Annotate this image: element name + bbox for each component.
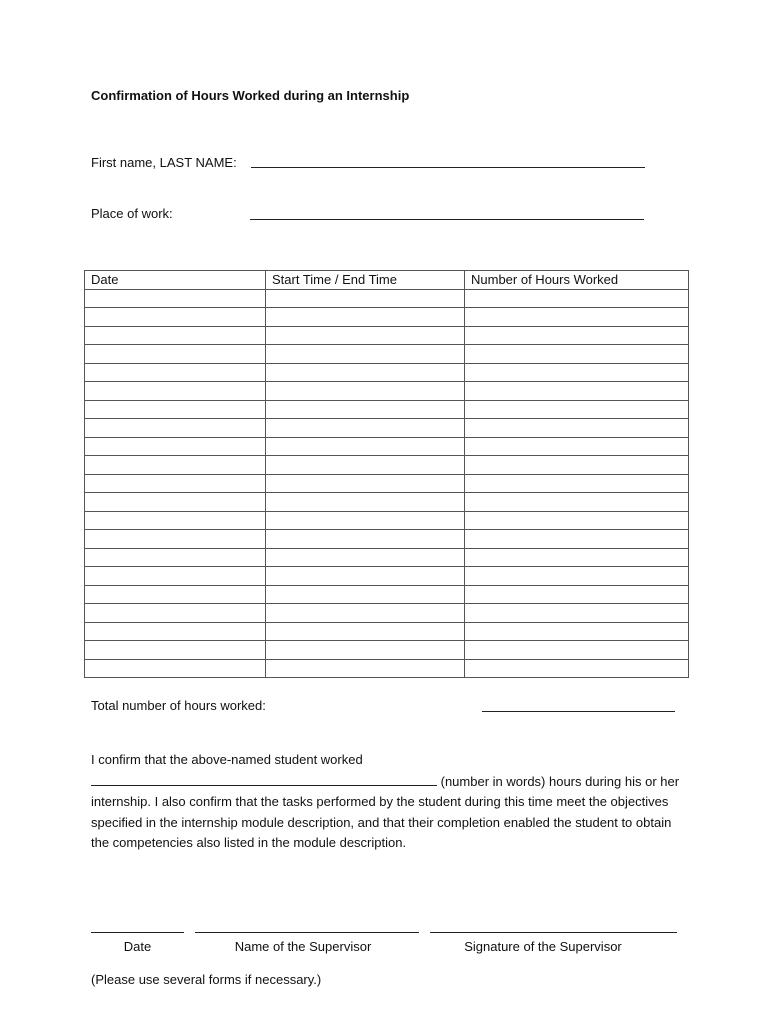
table-row bbox=[85, 474, 689, 493]
hours-cell[interactable] bbox=[465, 326, 689, 345]
table-header-row bbox=[85, 271, 689, 290]
table-row bbox=[85, 641, 689, 660]
table-row bbox=[85, 585, 689, 604]
date-cell[interactable] bbox=[85, 363, 266, 382]
date-cell[interactable] bbox=[85, 548, 266, 567]
table-row bbox=[85, 548, 689, 567]
time-cell[interactable] bbox=[266, 530, 465, 549]
date-cell[interactable] bbox=[85, 493, 266, 512]
hours-cell[interactable] bbox=[465, 511, 689, 530]
hours-in-words-blank[interactable] bbox=[91, 771, 437, 786]
hours-cell[interactable] bbox=[465, 659, 689, 678]
table-row bbox=[85, 493, 689, 512]
time-cell[interactable] bbox=[266, 585, 465, 604]
time-cell[interactable] bbox=[266, 345, 465, 364]
name-input[interactable] bbox=[251, 167, 645, 168]
table-row bbox=[85, 511, 689, 530]
time-cell[interactable] bbox=[266, 437, 465, 456]
hours-cell[interactable] bbox=[465, 548, 689, 567]
date-cell[interactable] bbox=[85, 437, 266, 456]
hours-cell[interactable] bbox=[465, 456, 689, 475]
date-cell[interactable] bbox=[85, 289, 266, 308]
hours-cell[interactable] bbox=[465, 345, 689, 364]
time-cell[interactable] bbox=[266, 548, 465, 567]
table-row bbox=[85, 622, 689, 641]
time-cell[interactable] bbox=[266, 326, 465, 345]
supervisor-signature-label: Signature of the Supervisor bbox=[464, 939, 622, 954]
column-header-date: Date bbox=[85, 271, 266, 290]
footnote: (Please use several forms if necessary.) bbox=[91, 972, 322, 987]
table-body bbox=[85, 289, 689, 678]
date-cell[interactable] bbox=[85, 400, 266, 419]
time-cell[interactable] bbox=[266, 400, 465, 419]
table-row bbox=[85, 308, 689, 327]
column-header-time: Start Time / End Time bbox=[266, 271, 465, 290]
hours-cell[interactable] bbox=[465, 585, 689, 604]
date-cell[interactable] bbox=[85, 345, 266, 364]
workplace-input[interactable] bbox=[250, 219, 644, 220]
date-cell[interactable] bbox=[85, 641, 266, 660]
time-cell[interactable] bbox=[266, 604, 465, 623]
table-row bbox=[85, 326, 689, 345]
total-hours-label: Total number of hours worked: bbox=[91, 698, 266, 713]
total-hours-input[interactable] bbox=[482, 711, 675, 712]
form-title: Confirmation of Hours Worked during an Internship bbox=[91, 88, 410, 103]
time-cell[interactable] bbox=[266, 622, 465, 641]
hours-cell[interactable] bbox=[465, 567, 689, 586]
time-cell[interactable] bbox=[266, 659, 465, 678]
table-row bbox=[85, 345, 689, 364]
date-label: Date bbox=[123, 939, 152, 954]
supervisor-signature-line[interactable] bbox=[430, 932, 677, 933]
time-cell[interactable] bbox=[266, 363, 465, 382]
date-cell[interactable] bbox=[85, 622, 266, 641]
time-cell[interactable] bbox=[266, 419, 465, 438]
name-label: First name, LAST NAME: bbox=[91, 155, 237, 170]
workplace-label: Place of work: bbox=[91, 206, 173, 221]
table-row bbox=[85, 659, 689, 678]
time-cell[interactable] bbox=[266, 511, 465, 530]
date-cell[interactable] bbox=[85, 326, 266, 345]
date-signature-line[interactable] bbox=[91, 932, 184, 933]
date-cell[interactable] bbox=[85, 456, 266, 475]
table-row bbox=[85, 604, 689, 623]
date-cell[interactable] bbox=[85, 585, 266, 604]
hours-cell[interactable] bbox=[465, 641, 689, 660]
hours-cell[interactable] bbox=[465, 419, 689, 438]
time-cell[interactable] bbox=[266, 474, 465, 493]
hours-cell[interactable] bbox=[465, 622, 689, 641]
supervisor-name-label: Name of the Supervisor bbox=[234, 939, 372, 954]
hours-cell[interactable] bbox=[465, 530, 689, 549]
supervisor-name-line[interactable] bbox=[195, 932, 419, 933]
date-cell[interactable] bbox=[85, 511, 266, 530]
date-cell[interactable] bbox=[85, 308, 266, 327]
date-cell[interactable] bbox=[85, 419, 266, 438]
hours-cell[interactable] bbox=[465, 363, 689, 382]
hours-cell[interactable] bbox=[465, 400, 689, 419]
table-row bbox=[85, 419, 689, 438]
table-row bbox=[85, 456, 689, 475]
confirmation-line-1: I confirm that the above-named student worked bbox=[91, 752, 363, 767]
time-cell[interactable] bbox=[266, 308, 465, 327]
table-row bbox=[85, 530, 689, 549]
confirmation-paragraph bbox=[91, 750, 681, 854]
table-row bbox=[85, 289, 689, 308]
time-cell[interactable] bbox=[266, 641, 465, 660]
hours-cell[interactable] bbox=[465, 382, 689, 401]
table-row bbox=[85, 567, 689, 586]
date-cell[interactable] bbox=[85, 604, 266, 623]
hours-cell[interactable] bbox=[465, 474, 689, 493]
time-cell[interactable] bbox=[266, 382, 465, 401]
time-cell[interactable] bbox=[266, 289, 465, 308]
hours-cell[interactable] bbox=[465, 604, 689, 623]
date-cell[interactable] bbox=[85, 382, 266, 401]
hours-cell[interactable] bbox=[465, 308, 689, 327]
column-header-hours: Number of Hours Worked bbox=[465, 271, 689, 290]
table-row bbox=[85, 382, 689, 401]
hours-cell[interactable] bbox=[465, 493, 689, 512]
hours-cell[interactable] bbox=[465, 289, 689, 308]
date-cell[interactable] bbox=[85, 474, 266, 493]
date-cell[interactable] bbox=[85, 659, 266, 678]
date-cell[interactable] bbox=[85, 567, 266, 586]
time-cell[interactable] bbox=[266, 493, 465, 512]
time-cell[interactable] bbox=[266, 567, 465, 586]
table-row bbox=[85, 400, 689, 419]
hours-cell[interactable] bbox=[465, 437, 689, 456]
table-row bbox=[85, 437, 689, 456]
date-cell[interactable] bbox=[85, 530, 266, 549]
hours-table bbox=[84, 270, 689, 678]
table-row bbox=[85, 363, 689, 382]
confirmation-text: (number in words) hours during his or her internship. I also confirm that the tasks performed by the student during this time meet the objectives specified in the internship module description, and that their completion enabled the student to obtain the competencies also listed in the module description. bbox=[91, 773, 680, 851]
time-cell[interactable] bbox=[266, 456, 465, 475]
